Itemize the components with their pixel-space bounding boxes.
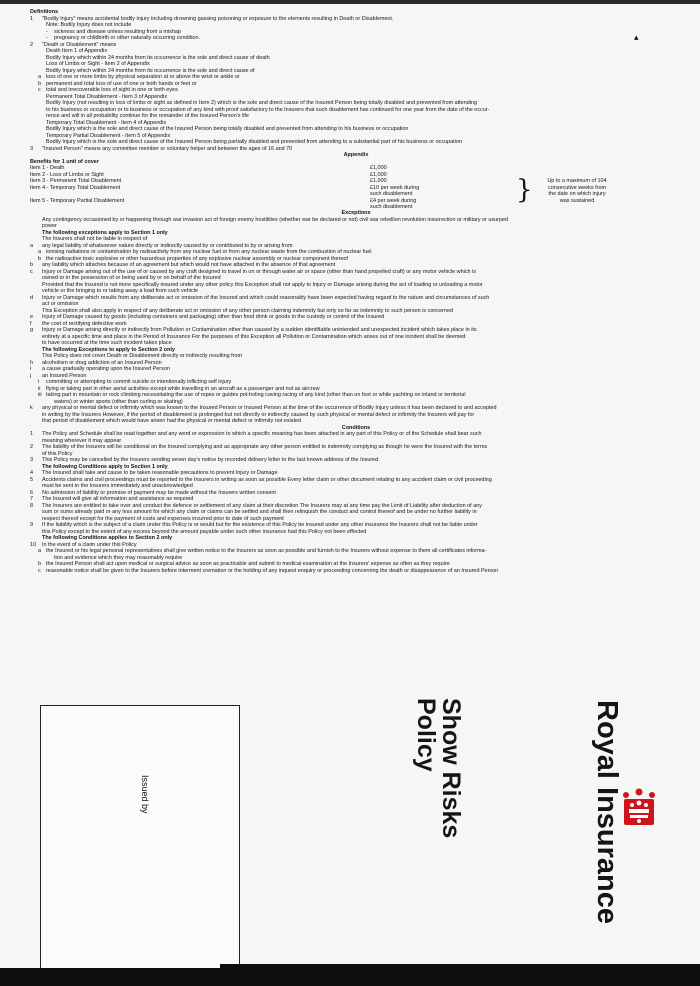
clause-number: a	[30, 242, 34, 249]
clause-text: Bodily Injury which is the sole and direct cause of the Insured Person being partially disabled and prevented from attending to a substantial part of his business or occupation	[46, 139, 462, 145]
clause-text: any liability which attaches because of an agreement but which would not have attached in the absence of that agreement	[42, 262, 336, 268]
exceptions-list	[30, 217, 682, 425]
benefit-item-label: Item 5 - Temporary Partial Disablement	[30, 197, 125, 204]
clause-text: The following Exceptions to apply to Section 2 only	[42, 346, 175, 353]
clause-text: must be sent to the Insurers immediately and unacknowledged	[42, 483, 193, 489]
clause-number: h	[30, 359, 34, 366]
clause-text: an Insured Person	[42, 372, 87, 379]
benefits-table	[30, 165, 682, 210]
clause-text: The Insurers are entitled to take over and conduct the defence or settlement of any claim at their discretion The Insurers may at any time pay the Limit of Liability after deduction of any	[42, 502, 482, 509]
clause-number: k	[30, 405, 33, 411]
clause-text: to have occurred at the time such incident takes place	[42, 340, 172, 346]
clause-number: f	[30, 320, 32, 327]
clause-text: Permanent Total Disablement - Item 3 of Appendix	[46, 93, 168, 100]
clause-text: vehicle or the bringing to or taking away a load from such vehicle	[42, 288, 198, 294]
clause-number: i	[30, 366, 32, 372]
benefit-item-amount: such disablement	[370, 204, 413, 210]
clause-text: The Insured will give all information and assistance as required	[42, 496, 194, 502]
clause-number: c	[38, 87, 41, 93]
crown-logo-icon	[618, 785, 660, 829]
scan-top-edge	[0, 0, 700, 4]
clause-text: Bodily Injury (not resulting in loss of limbs or sight as defined in Item 2) which is the sole and direct cause of the Insured Person being totally disabled and prevented from attending	[46, 100, 478, 106]
clause-number: c	[30, 268, 33, 275]
clause-text: any legal liability of whatsoever nature directly or indirectly caused by or contributed to by or arising from	[42, 242, 293, 249]
issued-by-label: Issued by	[140, 775, 150, 814]
clause-text: The Insured shall take and cause to be taken reasonable precautions to prevent Injury or Damage	[42, 470, 278, 476]
clause-number: iii	[38, 392, 42, 398]
clause-text: "Death or Disablement" means	[42, 41, 117, 48]
clause-number: 10	[30, 541, 37, 548]
clause-text: rence and will in all probability continue for the remainder of the Insured Person's life	[46, 113, 249, 119]
clause-text: The Policy and Schedule shall be read together and any word or expression to which a specific meaning has been attached in any part of this Policy or of the Schedule shall bear such	[42, 431, 482, 437]
clause-text: to his business or occupation or to business or occupation of any kind with proof satisfactory to the Insurers that such disablement has continued for one year from the date of the occur-	[46, 106, 490, 113]
definitions-list	[30, 16, 682, 153]
clause-text: act or omission	[42, 301, 79, 307]
conditions-list	[30, 431, 682, 574]
conds-line	[30, 568, 682, 575]
clause-text: pregnancy or childbirth or other naturally occurring condition.	[54, 35, 200, 41]
benefit-item-label: Item 3 - Permanent Total Disablement	[30, 178, 122, 184]
clause-text: Injury or Damage which results from any deliberate act or omission of the Insured and which could reasonably have been expected having regard to the nature and circumstances of such	[42, 294, 490, 301]
clause-text: Temporary Partial Disablement - Item 5 of Appendix	[46, 132, 171, 139]
clause-text: Injury of Damage caused by goods (including containers and packaging) other than food drink or goods in the custody or control of the Insured	[42, 314, 385, 320]
clause-text: tion and evidence which they may reasonably require	[54, 554, 183, 561]
clause-text: in writing by the Insurers However, if the period of disablement is prolonged but not directly or indirectly caused by such physical or mental defect or infirmity the Insurers will pay for	[42, 411, 475, 418]
clause-number: 6	[30, 489, 34, 496]
clause-text: reasonable notice shall be given to the Insurers before interment cremation or the holding of any inquest enquiry or proceeding concerning the death or disappearance of an Insured Person	[46, 567, 499, 574]
clause-text: permanent and total loss of use of one or both hands or feet or	[46, 80, 197, 87]
clause-text: flying or taking part in other aerial activities except while travelling in an aircraft as a passenger and not as aircrew	[46, 385, 320, 392]
clause-text: In the event of a claim under this Policy	[42, 541, 137, 548]
clause-text: entirety at a specific time and place in the Period of Insurance For the purposes of this Exception all Pollution or Contamination which arises out of one incident shall be deemed	[42, 333, 466, 340]
clause-text: The following Conditions apply to Section 1 only	[42, 463, 168, 470]
clause-text: any physical or mental defect or infirmity which was known to the Insured Person or Insured Person at the time of the occurrence of Bodily Injury unless it has been declared to and accepted	[42, 405, 497, 411]
benefit-limit-line: consecutive weeks from	[547, 184, 607, 191]
clause-text: Injury or Damage arising out of the use of or caused by any craft designed to travel in on or through water air or space (other than hand propelled craft) or any motor vehicle which is	[42, 268, 477, 275]
clause-text: Bodily Injury which within 24 months from its occurrence is the sole and direct cause of	[46, 67, 255, 74]
clause-text: If the liability which is the subject of a claim under this Policy is or would but for the existence of this Policy be insured under any other insurance the Insurers shall not be liable under	[42, 522, 478, 528]
scan-speck: ▴	[634, 32, 639, 42]
clause-text: respect thereof except for the payment of costs and expenses incurred prior to date of such payment	[42, 515, 284, 522]
brace-icon: }	[516, 175, 533, 205]
brand-name: Royal Insurance	[591, 700, 623, 925]
clause-text: Any contingency occasioned by or happening through war invasion act of foreign enemy hostilities (whether war be declared or not) civil war rebellion revolution insurrection or military or usurped	[42, 216, 509, 223]
clause-text: this Policy except to the extent of any excess beyond the amount payable under such other insurance had this Policy not been effected	[42, 528, 367, 535]
clause-number: b	[30, 262, 34, 268]
clause-number: 7	[30, 496, 34, 502]
benefit-item-amount: £1,000	[370, 165, 387, 171]
clause-text: Bodily Injury which is the sole and direct cause of the Insured Person being totally disabled and prevented from attending to his business or occupation	[46, 126, 409, 132]
clause-text: Bodily Injury which within 24 months from its occurrence is the sole and direct cause of death	[46, 54, 270, 61]
policy-title-line: Policy	[412, 698, 440, 772]
clause-text: committing or attempting to commit suicide or intentionally inflicting self injury	[46, 379, 232, 385]
clause-text: a cause gradually operating upon the Insured Person	[42, 366, 170, 372]
clause-text: The following Conditions applies to Section 2 only	[42, 535, 173, 541]
clause-text: The following exceptions apply to Section 1 only	[42, 229, 168, 236]
benefit-limit-line: was sustained	[559, 197, 595, 204]
benefit-item-amount: £4 per week during	[370, 197, 417, 204]
clause-text: sickness and disease unless resulting from a mishap	[54, 28, 181, 35]
clause-number: a	[38, 548, 42, 554]
clause-text: Accidents claims and civil proceedings must be reported to the Insurers in writing as soon as possible Every letter claim or other document relating to any accident claim or civil proceeding	[42, 476, 492, 483]
clause-text: sum or sums already paid or any less amount for which any claim or claims can be settled and shall then relinquish the conduct and control thereof and be under no further liability in	[42, 509, 477, 515]
benefit-limit-line: Up to a maximum of 104	[547, 178, 607, 184]
clause-text: Provided that the Insured is not more specifically insured under any other policy this Exception shall not apply to Injury or Damage arising during the act of loading or unloading a motor	[42, 281, 483, 288]
clause-number: b	[38, 255, 42, 262]
clause-text: Note: Bodily Injury does not include	[46, 22, 132, 28]
appendix-heading: Appendix	[343, 152, 369, 158]
benefit-item-amount: £1,000	[370, 178, 387, 184]
clause-number: i	[38, 379, 40, 385]
clause-number: 3	[30, 145, 34, 152]
clause-text: Death Item 1 of Appendix	[46, 48, 108, 54]
policy-text	[30, 9, 682, 574]
clause-number: a	[38, 74, 42, 80]
clause-text: The liability of the Insurers will be conditional on the Insured complying and as appropriate any other person entitled to indemnity complying as though he were the Insured with the terms	[42, 444, 488, 450]
clause-number: 9	[30, 522, 34, 528]
clause-text: the Insured or his legal personal representatives shall give written notice to the Insurers as soon as possible and furnish to the Insurers without expense to them all certificates informa-	[46, 548, 487, 554]
conditions-heading: Conditions	[341, 424, 371, 431]
policy-title	[413, 698, 463, 838]
clause-text: total and irrecoverable loss of sight in one or both eyes	[46, 87, 178, 93]
benefit-item-label: Item 1 - Death	[30, 165, 65, 171]
exceptions-heading: Exceptions	[341, 210, 371, 216]
scan-bottom-edge	[0, 968, 700, 986]
clause-number: d	[30, 294, 34, 301]
clause-number: 3	[30, 457, 34, 463]
clause-number: 1	[30, 431, 34, 437]
clause-text: "Bodily Injury" means accidental bodily injury including drowning gassing poisoning or exposure to the elements resulting in Death or Disablement.	[42, 15, 394, 22]
benefit-item-label: Item 2 - Loss of Limbs or Sight	[30, 171, 104, 178]
clause-number: e	[30, 314, 34, 320]
clause-number: c	[38, 567, 41, 574]
definitions-heading: Definitions	[30, 9, 59, 15]
clause-number: a	[38, 249, 42, 255]
clause-number: 5	[30, 476, 34, 483]
policy-title-line: Show Risks	[437, 698, 465, 839]
clause-number: 1	[30, 15, 34, 22]
clause-text: power	[42, 223, 57, 229]
benefits-heading: Benefits for 1 unit of cover	[30, 158, 99, 165]
clause-text: meaning wherever it may appear	[42, 437, 122, 444]
clause-number: j	[30, 372, 32, 379]
clause-text: the radioactive toxic explosive or other hazardous properties of any explosive nuclear assembly or nuclear component thereof	[46, 255, 348, 262]
clause-number: -	[46, 35, 48, 41]
clause-text: of this Policy	[42, 450, 73, 457]
clause-number: ii	[38, 385, 41, 392]
benefit-item-label: Item 4 - Temporary Total Disablement	[30, 184, 121, 191]
clause-text: loss of one or more limbs by physical separation at or above the wrist or ankle or	[46, 74, 240, 80]
clause-text: that period of disablement which would have arisen had the physical or mental defect or infirmity not existed	[42, 418, 302, 424]
benefit-limit-line: the date on which injury	[548, 191, 606, 197]
clause-number: g	[30, 327, 34, 333]
clause-text: "Insured Person" means any committee member or voluntary helper and between the ages of 16 and 70	[42, 145, 293, 152]
clause-text: Loss of Limbs or Sight - Item 2 of Appendix	[46, 61, 150, 67]
benefit-item-amount: £10 per week during	[370, 184, 420, 191]
clause-number: b	[38, 561, 42, 567]
clause-text: waters) or winter sports (other than curling or skating)	[54, 398, 183, 405]
clause-text: This Policy may be cancelled by the Insurers sending seven day's notice by recorded delivery letter to the last known address of the Insured	[42, 457, 379, 463]
clause-text: the cost of rectifying defective work	[42, 320, 127, 327]
clause-text: The Insurers shall not be liable in respect of	[42, 236, 148, 242]
clause-text: ionising radiations or contamination by radioactivity from any nuclear fuel or from any nuclear waste from the combustion of nuclear fuel	[46, 249, 372, 255]
clause-number: 2	[30, 41, 34, 48]
clause-text: the Insured Person shall act upon medical or surgical advice as soon as practicable and submit to medical examination at the Insurers' expense as often as they require	[46, 561, 450, 567]
clause-text: Injury or Damage arising directly or indirectly from Pollution or Contamination other than caused by a sudden identifiable unintended and unexpected incident which takes place in its	[42, 327, 477, 333]
clause-number: 4	[30, 470, 34, 476]
clause-text: Temporary Total Disablement - Item 4 of Appendix	[46, 119, 167, 126]
clause-number: 8	[30, 502, 34, 509]
clause-number: 2	[30, 444, 34, 450]
benefit-item-amount: £1,000	[370, 171, 387, 178]
issued-by-box	[40, 705, 240, 969]
clause-number: b	[38, 80, 42, 87]
clause-text: owned or in the possession of or being used by or on behalf of the Insured	[42, 275, 221, 281]
clause-text: This Exception shall also apply in respect of any deliberate act or omission of any other person claiming indemnity but only so far as indemnity to such person is concerned	[42, 307, 454, 314]
clause-text: This Policy does not cover Death or Disablement directly or indirectly resulting from	[42, 353, 243, 359]
clause-text: taking part in mountain or rock climbing necessitating the use of ropes or guides pot-holing caving racing of any kind (other than on foot or while yachting on inland or territorial	[46, 392, 466, 398]
clause-number: -	[46, 28, 48, 35]
clause-text: alcoholism or drug addiction of an Insured Person	[42, 359, 162, 366]
clause-text: No admission of liability or promise of payment may be made without the Insurers written consent	[42, 489, 276, 496]
benefit-item-amount: such disablement	[370, 191, 413, 197]
